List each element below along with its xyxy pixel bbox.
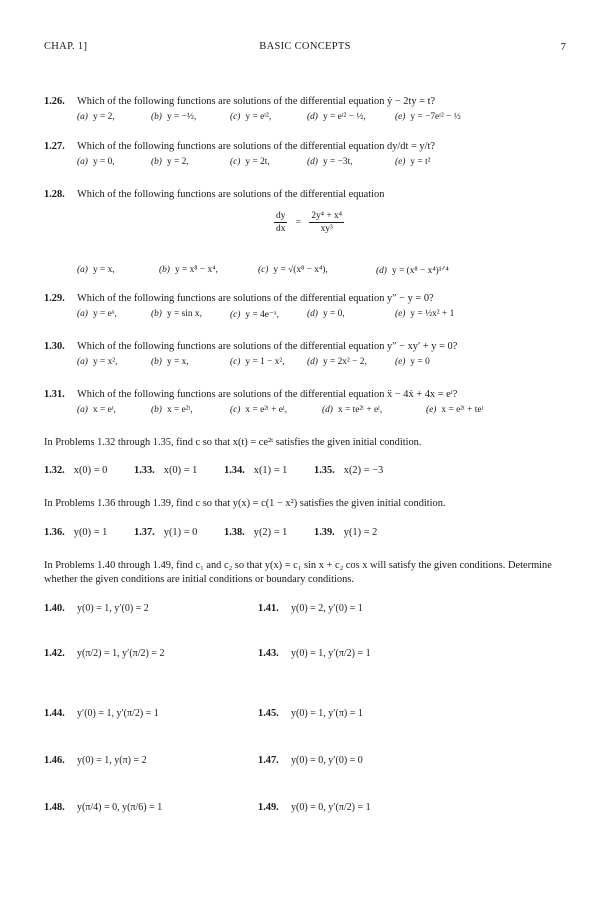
answer-options [44, 405, 574, 419]
option-c: (c) x = e²ᵗ + eᵗ, [230, 405, 288, 415]
option-a: (a) x = eᵗ, [77, 405, 116, 415]
option-d: (d) x = te²ᵗ + eᵗ, [322, 405, 383, 415]
option-b: (b) y = sin x, [151, 309, 202, 319]
page-number: 7 [560, 41, 566, 53]
problem-number: 1.31. [44, 389, 65, 400]
problem-1-38: 1.38. y(2) = 1 [224, 527, 288, 538]
option-a: (a) y = 2, [77, 112, 115, 122]
rhs-fraction: $\frac{\text{2y⁴ + x⁴}}{\text{xy³}}$ [311, 211, 342, 234]
problem-1-49: 1.49. y(0) = 0, y′(π/2) = 1 [258, 802, 371, 814]
problems-1-36-to-1-39 [44, 527, 569, 541]
answer-options [44, 265, 574, 279]
running-header [44, 41, 566, 55]
problem-1-45: 1.45. y(0) = 1, y′(π) = 1 [258, 708, 363, 720]
option-a: (a) y = eˣ, [77, 309, 117, 319]
option-b: (b) y = −½, [151, 112, 197, 122]
problem-1-36: 1.36. y(0) = 1 [44, 527, 108, 538]
problem-question: Which of the following functions are solutions of the differential equation y″ − xy′ + y = 0? [77, 341, 458, 352]
problem-question: Which of the following functions are solutions of the differential equation dy/dt = y/t? [77, 141, 435, 152]
problem-1-44: 1.44. y′(0) = 1, y′(π/2) = 1 [44, 708, 159, 720]
problem-1-47: 1.47. y(0) = 0, y′(0) = 0 [258, 755, 363, 767]
problem-1-39: 1.39. y(1) = 2 [314, 527, 378, 538]
problems-1-32-to-1-35 [44, 465, 569, 479]
problem-1-32: 1.32. x(0) = 0 [44, 465, 108, 476]
problem-1-26 [44, 95, 574, 126]
chapter-label: CHAP. 1] [44, 41, 88, 52]
problem-1-37: 1.37. y(1) = 0 [134, 527, 198, 538]
problem-number: 1.27. [44, 141, 65, 152]
option-b: (b) y = 2, [151, 157, 189, 167]
option-d: (d) y = 0, [307, 309, 345, 319]
problem-question: Which of the following functions are solutions of the differential equation y″ − y = 0? [77, 293, 434, 304]
answer-options [44, 357, 574, 371]
option-e: (e) y = 0 [395, 357, 430, 367]
instructions-1-40-1-49: In Problems 1.40 through 1.49, find c₁ and c₂ so that y(x) = c₁ sin x + c₂ cos x will satisfy the given conditions. Determine whether the given conditions are initial conditions or boundary conditions. [44, 560, 552, 585]
option-b: (b) y = x, [151, 357, 189, 367]
differential-equation: $\frac{dy}{dx}$ = $\frac{\text{2y⁴ + x⁴}}{\text{xy³}}$ [276, 211, 342, 234]
answer-options [44, 112, 574, 126]
problem-1-31 [44, 388, 574, 419]
option-e: (e) x = e²ᵗ + teᵗ [426, 405, 484, 415]
instructions-1-32-1-35: In Problems 1.32 through 1.35, find c so that x(t) = ce²ᵗ satisfies the given initial condition. [44, 437, 422, 448]
problem-number: 1.30. [44, 341, 65, 352]
problem-question: Which of the following functions are solutions of the differential equation [77, 189, 385, 200]
problem-number: 1.28. [44, 189, 65, 200]
option-d: (d) y = −3t, [307, 157, 353, 167]
problem-1-28 [44, 188, 574, 278]
problem-number: 1.26. [44, 96, 65, 107]
problem-1-41: 1.41. y(0) = 2, y′(0) = 1 [258, 603, 363, 615]
problem-number: 1.29. [44, 293, 65, 304]
problem-question: Which of the following functions are solutions of the differential equation ẍ − 4ẋ + 4x = eᵗ? [77, 389, 458, 400]
problem-1-48: 1.48. y(π/4) = 0, y(π/6) = 1 [44, 802, 163, 814]
problem-1-30 [44, 340, 574, 371]
problem-1-42: 1.42. y(π/2) = 1, y′(π/2) = 2 [44, 648, 165, 660]
option-d: (d) y = 2x² − 2, [307, 357, 367, 367]
problem-1-40: 1.40. y(0) = 1, y′(0) = 2 [44, 603, 149, 615]
problem-1-27 [44, 140, 574, 171]
option-a: (a) y = 0, [77, 157, 115, 167]
option-a: (a) y = x, [77, 265, 115, 275]
option-c: (c) y = √(x⁸ − x⁴), [258, 265, 328, 275]
option-d: (d) y = eᵗ² − ½, [307, 112, 366, 122]
option-d: (d) y = (x⁸ − x⁴)¹ᐟ⁴ [376, 266, 449, 276]
problem-1-46: 1.46. y(0) = 1, y(π) = 2 [44, 755, 147, 767]
problem-1-33: 1.33. x(0) = 1 [134, 465, 198, 476]
section-title: BASIC CONCEPTS [259, 41, 351, 52]
instructions-1-36-1-39: In Problems 1.36 through 1.39, find c so that y(x) = c(1 − x²) satisfies the given initial condition. [44, 498, 446, 509]
option-c: (c) y = 1 − x², [230, 357, 285, 367]
problem-1-29 [44, 292, 574, 323]
option-e: (e) y = ½x² + 1 [395, 309, 455, 319]
problem-1-43: 1.43. y(0) = 1, y′(π/2) = 1 [258, 648, 371, 660]
option-a: (a) y = x², [77, 357, 118, 367]
answer-options [44, 157, 574, 171]
option-c: (c) y = eᵗ², [230, 112, 272, 122]
option-b: (b) y = x⁸ − x⁴, [159, 265, 218, 275]
option-c: (c) y = 4e⁻ˣ, [230, 310, 279, 320]
option-e: (e) y = t² [395, 157, 431, 167]
answer-options [44, 309, 574, 323]
problem-question: Which of the following functions are solutions of the differential equation ẏ − 2ty = t? [77, 96, 436, 107]
option-e: (e) y = −7eᵗ² − ½ [395, 112, 461, 122]
problem-1-35: 1.35. x(2) = −3 [314, 465, 384, 476]
option-c: (c) y = 2t, [230, 157, 270, 167]
option-b: (b) x = e²ᵗ, [151, 405, 193, 415]
problem-1-34: 1.34. x(1) = 1 [224, 465, 288, 476]
derivative-fraction: $\frac{dy}{dx}$ [276, 211, 286, 234]
